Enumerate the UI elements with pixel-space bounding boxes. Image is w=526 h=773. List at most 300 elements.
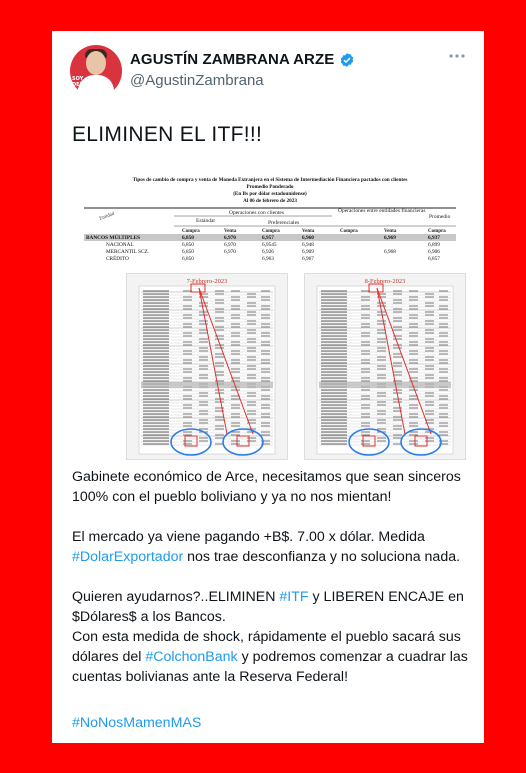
scan-row-value (377, 347, 386, 348)
scan-row-value (425, 359, 434, 360)
scan-row-value (425, 305, 434, 306)
scan-row-value (425, 323, 434, 324)
document-scan-left[interactable] (126, 273, 288, 460)
table-cell: 6,948 (302, 242, 314, 248)
scan-row-label (321, 368, 347, 369)
scan-row-label (321, 419, 347, 420)
table-cell: 6,850 (182, 249, 194, 255)
scan-row-label (321, 404, 347, 405)
scan-row-value (247, 356, 256, 357)
scan-row-value (361, 308, 370, 309)
tweet-text: Con esta medida de shock, rápidamente el pueblo sacará sus dólares del (72, 629, 461, 665)
scan-row-label (321, 314, 347, 315)
scan-row-value (183, 350, 192, 351)
scan-row-label (143, 422, 169, 423)
scan-row-value (231, 341, 240, 342)
scan-row-value (199, 392, 208, 393)
scan-row-value (261, 422, 270, 423)
document-title-line: Al 06 de febrero de 2023 (243, 198, 297, 204)
scan-row-value (361, 323, 370, 324)
scan-row-value (361, 305, 370, 306)
scan-row-value (261, 296, 270, 297)
scan-row-value (261, 404, 270, 405)
scan-row-value (377, 404, 386, 405)
scan-row-value (183, 371, 192, 372)
scan-row-value (425, 332, 434, 333)
scan-row-value (409, 413, 418, 414)
scan-highlight-band (319, 382, 451, 388)
scan-row-value (199, 341, 208, 342)
scan-row-value (199, 437, 208, 438)
scan-row-value (409, 398, 418, 399)
scan-row-value (439, 335, 448, 336)
scan-row-value (199, 338, 208, 339)
scan-row-label (143, 404, 169, 405)
scan-highlight-band (141, 382, 273, 388)
scan-row-value (377, 413, 386, 414)
scan-row-label (143, 407, 169, 408)
scan-row-value (199, 320, 208, 321)
scan-row-value (183, 422, 192, 423)
scan-row-value (199, 302, 208, 303)
scan-row-label (321, 362, 347, 363)
scan-row-value (261, 434, 270, 435)
scan-row-value (377, 350, 386, 351)
scan-row-label (143, 434, 169, 435)
scan-row-value (409, 362, 418, 363)
hashtag-link[interactable]: #NoNosMamenMAS (72, 715, 202, 731)
scan-row-label (143, 389, 169, 390)
table-cell: 6,967 (302, 256, 314, 262)
scan-row-value (425, 404, 434, 405)
scan-row-value (199, 305, 208, 306)
table-row-label: NACIONAL (106, 242, 134, 248)
scan-row-label (143, 314, 169, 315)
scan-row-label (143, 437, 169, 438)
table-cell: 6,937 (428, 235, 440, 241)
scan-row-value (231, 368, 240, 369)
scan-row-label (143, 410, 169, 411)
scan-row-value (393, 293, 402, 294)
scan-row-label (143, 308, 169, 309)
scan-row-value (393, 437, 402, 438)
scan-row-value (215, 407, 224, 408)
scan-row-label (143, 350, 169, 351)
scan-row-value (439, 305, 448, 306)
scan-row-value (199, 401, 208, 402)
scan-row-value (261, 377, 270, 378)
tweet-text: Quieren ayudarnos?..ELIMINEN (72, 589, 280, 605)
scan-row-value (261, 317, 270, 318)
scan-row-value (183, 431, 192, 432)
scan-row-value (425, 296, 434, 297)
scan-row-value (439, 332, 448, 333)
scan-row-value (393, 362, 402, 363)
scan-row-value (361, 398, 370, 399)
scan-row-value (231, 332, 240, 333)
scan-row-value (439, 413, 448, 414)
scan-row-value (393, 302, 402, 303)
scan-row-value (377, 320, 386, 321)
scan-row-value (377, 359, 386, 360)
scan-row-value (231, 308, 240, 309)
scan-row-value (409, 332, 418, 333)
scan-row-value (409, 422, 418, 423)
scan-row-value (361, 359, 370, 360)
scan-row-value (439, 362, 448, 363)
scan-row-value (409, 299, 418, 300)
scan-row-value (377, 338, 386, 339)
table-cell: 6,969 (384, 235, 396, 241)
tweet-headline: ELIMINEN EL ITF!!! (72, 123, 263, 146)
scan-row-value (215, 338, 224, 339)
table-row-label: CRÉDITO (106, 256, 129, 262)
scan-row-value (231, 314, 240, 315)
scan-row-label (321, 425, 347, 426)
scan-row-value (439, 317, 448, 318)
scan-row-value (361, 353, 370, 354)
scan-row-value (361, 344, 370, 345)
scan-row-value (261, 371, 270, 372)
scan-row-value (247, 401, 256, 402)
scan-row-value (231, 296, 240, 297)
scan-row-value (247, 437, 256, 438)
scan-row-value (261, 389, 270, 390)
tweet-image[interactable] (76, 173, 464, 463)
scan-row-value (261, 431, 270, 432)
scan-row-value (215, 290, 224, 291)
scan-row-value (199, 404, 208, 405)
scan-row-value (261, 395, 270, 396)
scan-row-label (143, 401, 169, 402)
author-name[interactable]: AGUSTÍN ZAMBRANA ARZE (130, 51, 335, 68)
scan-row-value (247, 365, 256, 366)
table-cell: 6,963 (262, 256, 274, 262)
scan-row-value (183, 416, 192, 417)
scan-row-value (261, 416, 270, 417)
scan-row-value (409, 326, 418, 327)
scan-row-label (321, 347, 347, 348)
scan-row-value (409, 371, 418, 372)
scan-row-label (143, 392, 169, 393)
scan-row-value (377, 305, 386, 306)
avatar-badge-line: SOY DEL (72, 76, 84, 88)
scan-row-value (409, 434, 418, 435)
scan-row-value (439, 407, 448, 408)
scan-row-label (143, 353, 169, 354)
scan-row-value (261, 308, 270, 309)
scan-row-value (261, 299, 270, 300)
scan-row-label (143, 359, 169, 360)
scan-row-value (247, 413, 256, 414)
scan-row-value (183, 299, 192, 300)
scan-row-label (143, 326, 169, 327)
scan-row-label (321, 398, 347, 399)
table-cell: 6,857 (428, 256, 440, 262)
scan-row-label (321, 299, 347, 300)
scan-row-value (183, 305, 192, 306)
scan-row-value (425, 311, 434, 312)
scan-row-value (183, 326, 192, 327)
scan-row-label (321, 332, 347, 333)
scan-row-value (439, 434, 448, 435)
hashtag-link[interactable]: #ITF (279, 589, 309, 605)
scan-row-value (361, 443, 370, 444)
scan-row-value (425, 320, 434, 321)
scan-row-label (321, 359, 347, 360)
scan-row-value (183, 359, 192, 360)
scan-row-value (361, 404, 370, 405)
scan-row-label (143, 431, 169, 432)
scan-row-value (425, 302, 434, 303)
scan-row-value (439, 395, 448, 396)
scan-row-value (439, 314, 448, 315)
scan-row-value (247, 359, 256, 360)
scan-row-value (183, 332, 192, 333)
scan-row-value (215, 434, 224, 435)
hashtag-link[interactable]: #ColchonBank (145, 649, 238, 665)
scan-row-value (425, 341, 434, 342)
scan-row-value (215, 419, 224, 420)
scan-row-value (183, 317, 192, 318)
scan-row-value (231, 326, 240, 327)
scan-row-value (261, 350, 270, 351)
table-cell: 6,909 (302, 249, 314, 255)
scan-row-label (143, 329, 169, 330)
scan-row-value (377, 422, 386, 423)
scan-row-value (261, 353, 270, 354)
scan-row-value (261, 368, 270, 369)
scan-row-value (393, 425, 402, 426)
scan-row-value (361, 395, 370, 396)
table-row-label: MERCANTIL SCZ. (106, 249, 150, 255)
scan-row-value (247, 377, 256, 378)
scan-row-value (361, 299, 370, 300)
scan-row-label (321, 308, 347, 309)
scan-row-label (143, 365, 169, 366)
scan-row-value (261, 425, 270, 426)
author-name-row[interactable] (130, 51, 355, 68)
scan-row-value (261, 326, 270, 327)
scan-row-value (409, 440, 418, 441)
scan-row-value (439, 344, 448, 345)
scan-row-value (393, 398, 402, 399)
scan-row-label (143, 440, 169, 441)
scan-row-value (439, 290, 448, 291)
scan-row-value (247, 374, 256, 375)
scan-row-value (393, 308, 402, 309)
scan-row-value (425, 437, 434, 438)
scan-row-label (321, 356, 347, 357)
scan-row-value (377, 365, 386, 366)
scan-row-label (321, 341, 347, 342)
tweet-paragraph: Gabinete económico de Arce, necesitamos que sean sinceros 100% con el pueblo boliviano y ya no nos mientan! (72, 469, 461, 505)
scan-row-value (361, 434, 370, 435)
scan-row-label (143, 413, 169, 414)
scan-row-value (247, 296, 256, 297)
scan-row-value (247, 323, 256, 324)
scan-row-label (143, 332, 169, 333)
scan-row-value (425, 374, 434, 375)
scan-row-label (321, 344, 347, 345)
scan-row-value (183, 296, 192, 297)
scan-row-value (361, 380, 370, 381)
scan-row-value (183, 341, 192, 342)
scan-row-value (409, 350, 418, 351)
scan-row-value (231, 323, 240, 324)
scan-row-value (231, 290, 240, 291)
scan-row-value (199, 332, 208, 333)
scan-row-label (321, 422, 347, 423)
scan-row-value (215, 329, 224, 330)
scan-row-value (261, 413, 270, 414)
scan-row-value (361, 431, 370, 432)
scan-row-value (361, 368, 370, 369)
scan-row-value (425, 392, 434, 393)
scan-row-value (247, 347, 256, 348)
scan-row-value (261, 323, 270, 324)
scan-row-value (409, 308, 418, 309)
hashtag-link[interactable]: #DolarExportador (72, 549, 184, 565)
scan-row-value (425, 368, 434, 369)
author-handle[interactable]: @AgustinZambrana (130, 72, 264, 89)
scan-row-value (215, 320, 224, 321)
scan-row-value (393, 416, 402, 417)
scan-row-label (321, 311, 347, 312)
tweet-text: El mercado ya viene pagando +B$. 7.00 x dólar. Medida (72, 529, 425, 545)
scan-row-value (231, 434, 240, 435)
scan-row-value (261, 305, 270, 306)
table-cell: 6,850 (182, 242, 194, 248)
table-header-compra: Compra (428, 229, 446, 234)
table-cell: 6,926 (262, 249, 274, 255)
scan-row-label (321, 371, 347, 372)
more-options-icon[interactable] (448, 51, 466, 61)
document-scan-left-title: 7-Febrero-2023 (186, 278, 228, 285)
scan-row-label (321, 407, 347, 408)
scan-row-value (393, 290, 402, 291)
scan-row-label (321, 290, 347, 291)
scan-row-label (321, 323, 347, 324)
scan-row-value (361, 335, 370, 336)
avatar[interactable] (70, 45, 122, 102)
scan-row-value (199, 356, 208, 357)
scan-row-value (247, 395, 256, 396)
scan-row-value (215, 293, 224, 294)
scan-row-value (409, 290, 418, 291)
scan-row-value (393, 326, 402, 327)
table-cell: 6,960 (302, 235, 314, 241)
table-header-venta: Venta (384, 229, 397, 234)
scan-row-value (183, 380, 192, 381)
scan-row-value (425, 410, 434, 411)
scan-row-value (215, 311, 224, 312)
scan-row-value (247, 329, 256, 330)
scan-row-value (199, 419, 208, 420)
table-header-compra: Compra (262, 229, 280, 234)
scan-row-value (439, 371, 448, 372)
table-cell: 6,970 (224, 235, 236, 241)
scan-row-value (377, 341, 386, 342)
scan-row-value (183, 407, 192, 408)
scan-row-value (215, 401, 224, 402)
scan-row-value (393, 347, 402, 348)
scan-row-value (199, 374, 208, 375)
scan-row-value (439, 359, 448, 360)
scan-row-label (321, 335, 347, 336)
scan-row-value (393, 317, 402, 318)
table-cell: 6,970 (224, 249, 236, 255)
scan-row-label (143, 290, 169, 291)
scan-row-value (409, 317, 418, 318)
scan-row-value (231, 371, 240, 372)
table-header-compra: Compra (182, 229, 200, 234)
tweet-paragraph (72, 527, 468, 567)
scan-row-value (199, 410, 208, 411)
scan-row-value (199, 368, 208, 369)
scan-row-value (425, 347, 434, 348)
table-header-entidad: Entidad (98, 211, 116, 222)
scan-row-value (439, 308, 448, 309)
scan-row-value (393, 374, 402, 375)
scan-row-value (231, 422, 240, 423)
scan-row-label (143, 299, 169, 300)
table-row-label: BANCOS MÚLTIPLES (86, 235, 141, 241)
scan-row-value (247, 341, 256, 342)
scan-row-label (143, 398, 169, 399)
scan-row-value (361, 413, 370, 414)
scan-row-value (439, 422, 448, 423)
scan-row-value (247, 302, 256, 303)
scan-row-value (439, 341, 448, 342)
scan-row-label (321, 392, 347, 393)
scan-row-label (143, 443, 169, 444)
table-cell: 6,850 (182, 256, 194, 262)
scan-row-value (261, 314, 270, 315)
document-scan-right[interactable] (304, 273, 466, 460)
scan-row-label (321, 338, 347, 339)
scan-row-value (247, 332, 256, 333)
document-title (86, 177, 454, 205)
scan-row-value (425, 365, 434, 366)
scan-row-value (183, 425, 192, 426)
document-scan-right-title: 8-Febrero-2023 (364, 278, 406, 285)
scan-row-value (425, 293, 434, 294)
scan-row-value (247, 314, 256, 315)
scan-row-value (361, 407, 370, 408)
scan-row-value (261, 335, 270, 336)
scan-row-value (183, 377, 192, 378)
scan-row-value (393, 434, 402, 435)
scan-row-value (231, 344, 240, 345)
scan-row-value (377, 356, 386, 357)
scan-row-value (183, 395, 192, 396)
scan-row-value (361, 350, 370, 351)
document-scan-left-graphic (127, 274, 287, 459)
scan-row-label (143, 338, 169, 339)
scan-row-value (247, 320, 256, 321)
scan-row-value (199, 377, 208, 378)
scan-row-value (183, 440, 192, 441)
scan-row-label (143, 428, 169, 429)
scan-row-label (321, 434, 347, 435)
avatar-badge (72, 76, 94, 102)
scan-row-label (143, 419, 169, 420)
scan-row-value (409, 425, 418, 426)
scan-row-label (143, 368, 169, 369)
scan-row-value (439, 377, 448, 378)
scan-row-value (199, 365, 208, 366)
